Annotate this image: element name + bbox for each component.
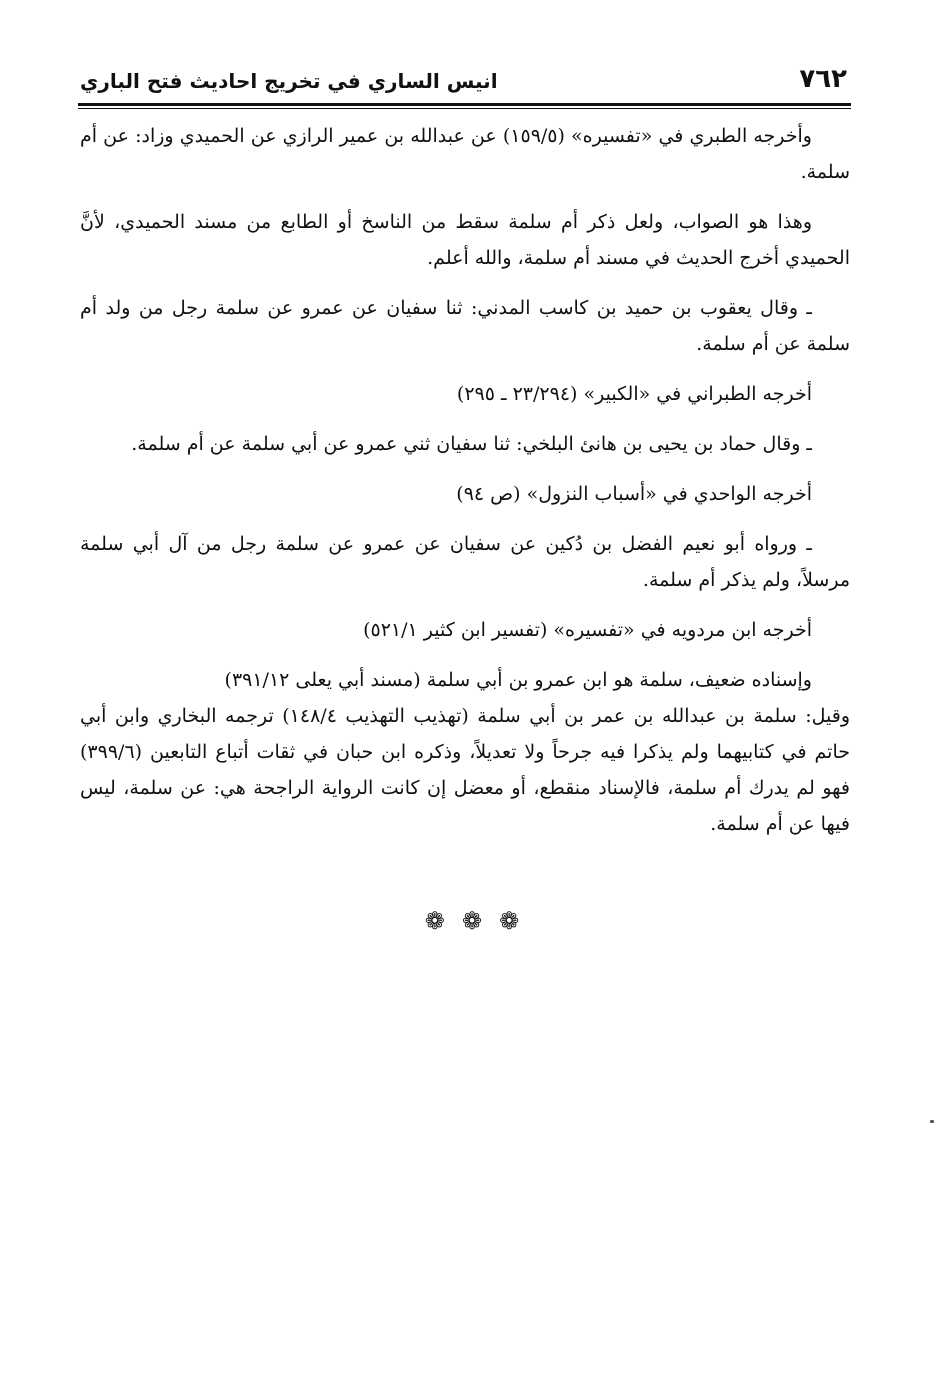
narration-paragraph: ـ وقال حماد بن يحيى بن هانئ البلخي: ثنا سفيان ثني عمرو عن أبي سلمة عن أم سلمة. xyxy=(131,433,812,455)
citation-line: أخرجه ابن مردويه في «تفسيره» (تفسير ابن كثير ٥٢١/١) xyxy=(363,619,812,641)
page-number: ٧٦٢ xyxy=(799,64,847,94)
paragraph: وإسناده ضعيف، سلمة هو ابن عمرو بن أبي سلمة (مسند أبي يعلى ٣٩١/١٢) xyxy=(224,669,812,691)
paragraph: وأخرجه الطبري في «تفسيره» (١٥٩/٥) عن عبدالله بن عمير الرازي عن الحميدي وزاد: عن أم سلمة. xyxy=(80,125,850,183)
scan-speck xyxy=(930,1120,934,1123)
header-rule xyxy=(78,103,851,109)
page-body xyxy=(80,118,850,856)
flower-ornament-icon: ❁ xyxy=(461,907,483,935)
running-header xyxy=(78,58,851,104)
paragraph: وقيل: سلمة بن عبدالله بن عمر بن أبي سلمة (تهذيب التهذيب ١٤٨/٤) ترجمه البخاري وابن أبي حاتم في كتابيهما ولم يذكرا فيه جرحاً ولا تعديلاً، وذكره ابن حبان في ثقات أتباع التابعين (٣٩٩/٦) فهو لم يدرك أم سلمة، فالإسناد منقطع، أو معضل إن كانت الرواية الراجحة هي: عن سلمة، ليس فيها عن أم سلمة. xyxy=(80,705,850,835)
citation-line: أخرجه الواحدي في «أسباب النزول» (ص ٩٤) xyxy=(456,483,812,505)
paragraph: وهذا هو الصواب، ولعل ذكر أم سلمة سقط من الناسخ أو الطابع من مسند الحميدي، لأنَّ الحميدي أخرج الحديث في مسند أم سلمة، والله أعلم. xyxy=(80,211,850,269)
flower-ornament-icon: ❁ xyxy=(499,907,520,935)
citation-line: أخرجه الطبراني في «الكبير» (٢٣/٢٩٤ ـ ٢٩٥) xyxy=(456,383,812,405)
narration-paragraph: ـ ورواه أبو نعيم الفضل بن دُكين عن سفيان عن عمرو عن سلمة رجل من آل أبي سلمة مرسلاً، ولم يذكر أم سلمة. xyxy=(80,533,850,591)
narration-paragraph: ـ وقال يعقوب بن حميد بن كاسب المدني: ثنا سفيان عن عمرو عن سلمة رجل من ولد أم سلمة عن أم سلمة. xyxy=(80,297,850,355)
flower-ornament-icon: ❁ xyxy=(424,907,445,935)
section-end-ornaments xyxy=(0,906,944,936)
book-title: انيس الساري في تخريج احاديث فتح الباري xyxy=(80,69,498,93)
